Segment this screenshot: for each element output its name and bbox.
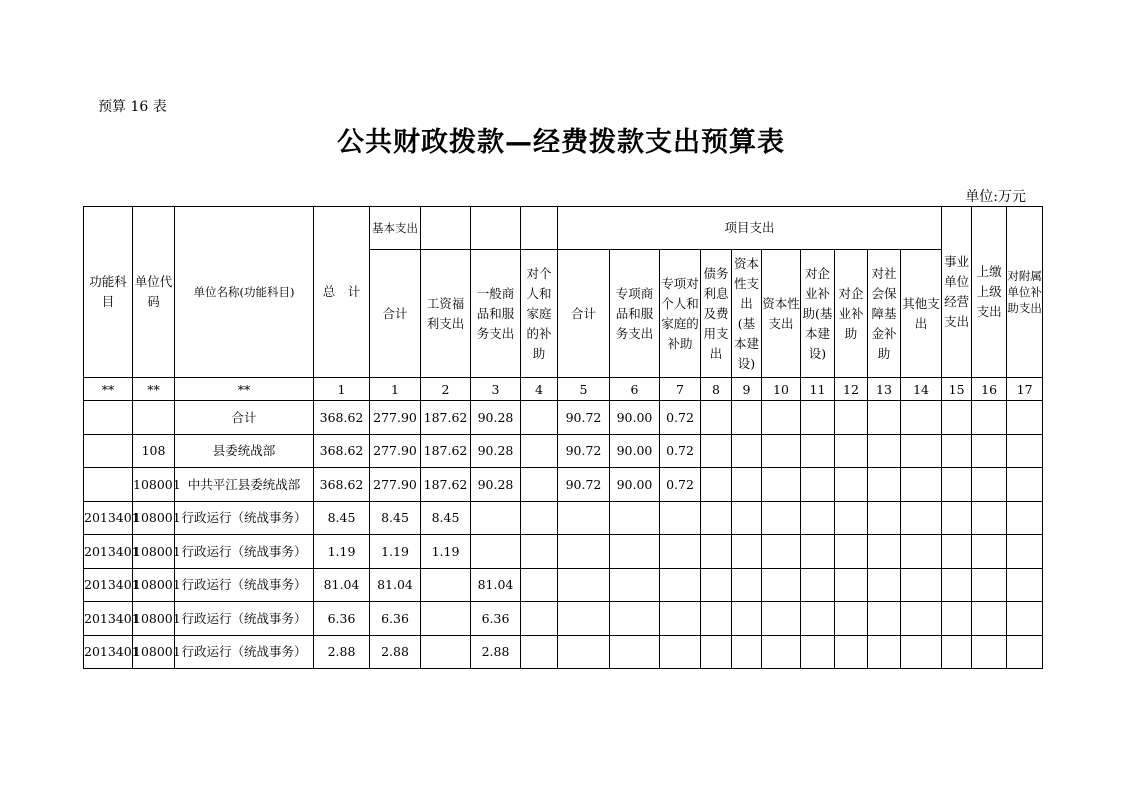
header-upper: 上缴上级支出 — [972, 207, 1007, 378]
amount-cell — [1007, 635, 1043, 669]
amount-cell — [701, 401, 732, 435]
amount-cell — [558, 535, 610, 569]
header-func-subject: 功能科目 — [84, 207, 133, 378]
header-enterprise-build: 对企业补助(基本建设) — [801, 250, 835, 378]
amount-cell — [660, 501, 701, 535]
amount-cell — [610, 602, 660, 636]
amount-cell — [972, 602, 1007, 636]
amount-cell: 2.88 — [314, 635, 370, 669]
amount-cell — [835, 468, 868, 502]
amount-cell — [762, 635, 801, 669]
amount-cell: 368.62 — [314, 434, 370, 468]
amount-cell — [901, 535, 942, 569]
amount-cell: 81.04 — [314, 568, 370, 602]
unit-name-cell: 中共平江县委统战部 — [175, 468, 314, 502]
amount-cell — [762, 568, 801, 602]
index-cell: 1 — [314, 378, 370, 401]
amount-cell — [701, 568, 732, 602]
unit-name-cell: 行政运行（统战事务） — [175, 635, 314, 669]
amount-cell — [835, 434, 868, 468]
index-cell: 1 — [370, 378, 421, 401]
amount-cell — [868, 434, 901, 468]
table-row — [84, 501, 1043, 535]
amount-cell — [942, 602, 972, 636]
amount-cell — [901, 501, 942, 535]
amount-cell — [942, 434, 972, 468]
header-family-subsidy: 对个人和家庭的补助 — [521, 250, 558, 378]
amount-cell — [1007, 568, 1043, 602]
unit-code-cell: 108001 — [133, 535, 175, 569]
amount-cell: 90.72 — [558, 434, 610, 468]
func-code-cell — [84, 468, 133, 502]
unit-name-cell: 合计 — [175, 401, 314, 435]
form-number: 预算 16 表 — [98, 99, 167, 115]
unit-name-cell: 行政运行（统战事务） — [175, 535, 314, 569]
header-goods: 一般商品和服务支出 — [471, 250, 521, 378]
header-capital-build: 资本性支出(基本建设) — [732, 250, 762, 378]
amount-cell: 187.62 — [421, 468, 471, 502]
amount-cell — [471, 501, 521, 535]
header-basic: 基本支出 — [370, 207, 421, 250]
header-special-goods: 专项商品和服务支出 — [610, 250, 660, 378]
table-row — [84, 401, 1043, 435]
amount-cell — [421, 602, 471, 636]
amount-cell — [801, 602, 835, 636]
amount-cell: 8.45 — [370, 501, 421, 535]
func-code-cell — [84, 401, 133, 435]
unit-code-cell: 108 — [133, 434, 175, 468]
amount-cell: 2.88 — [370, 635, 421, 669]
amount-cell: 6.36 — [471, 602, 521, 636]
index-cell: 6 — [610, 378, 660, 401]
unit-code-cell — [133, 401, 175, 435]
amount-cell — [762, 401, 801, 435]
amount-cell — [801, 501, 835, 535]
header-project: 项目支出 — [558, 207, 942, 250]
amount-cell — [801, 401, 835, 435]
page-title: 公共财政拨款—经费拨款支出预算表 — [337, 127, 785, 158]
amount-cell: 0.72 — [660, 468, 701, 502]
amount-cell — [901, 635, 942, 669]
amount-cell — [732, 468, 762, 502]
amount-cell — [835, 602, 868, 636]
amount-cell — [521, 468, 558, 502]
amount-cell: 90.28 — [471, 434, 521, 468]
index-cell: 8 — [701, 378, 732, 401]
func-code-cell: 2013401 — [84, 635, 133, 669]
amount-cell — [762, 602, 801, 636]
amount-cell: 1.19 — [314, 535, 370, 569]
amount-cell — [732, 434, 762, 468]
header-salary: 工资福利支出 — [421, 250, 471, 378]
amount-cell: 368.62 — [314, 468, 370, 502]
amount-cell — [610, 635, 660, 669]
amount-cell — [801, 635, 835, 669]
table-row — [84, 468, 1043, 502]
unit-name-cell: 行政运行（统战事务） — [175, 602, 314, 636]
amount-cell — [762, 434, 801, 468]
unit-label: 单位:万元 — [965, 189, 1026, 205]
header-blank-2 — [471, 207, 521, 250]
amount-cell — [942, 501, 972, 535]
amount-cell — [660, 635, 701, 669]
amount-cell: 187.62 — [421, 434, 471, 468]
index-cell: 17 — [1007, 378, 1043, 401]
unit-code-cell: 108001 — [133, 568, 175, 602]
index-cell: ** — [133, 378, 175, 401]
amount-cell — [521, 535, 558, 569]
amount-cell — [732, 635, 762, 669]
amount-cell — [610, 568, 660, 602]
amount-cell: 8.45 — [314, 501, 370, 535]
amount-cell — [942, 401, 972, 435]
index-cell: 12 — [835, 378, 868, 401]
amount-cell — [660, 602, 701, 636]
amount-cell — [868, 468, 901, 502]
amount-cell — [701, 434, 732, 468]
amount-cell — [835, 401, 868, 435]
amount-cell — [1007, 535, 1043, 569]
index-row — [84, 378, 1043, 401]
amount-cell — [942, 635, 972, 669]
unit-code-cell: 108001 — [133, 602, 175, 636]
amount-cell: 90.00 — [610, 401, 660, 435]
header-affiliate: 对附属单位补助支出 — [1007, 207, 1043, 378]
table-row — [84, 434, 1043, 468]
header-debt: 债务利息及费用支出 — [701, 250, 732, 378]
amount-cell: 277.90 — [370, 434, 421, 468]
amount-cell — [801, 568, 835, 602]
index-cell: 13 — [868, 378, 901, 401]
amount-cell — [1007, 434, 1043, 468]
amount-cell: 90.28 — [471, 468, 521, 502]
amount-cell — [762, 468, 801, 502]
amount-cell: 277.90 — [370, 401, 421, 435]
amount-cell — [558, 602, 610, 636]
index-cell: 4 — [521, 378, 558, 401]
header-blank-1 — [421, 207, 471, 250]
amount-cell — [801, 468, 835, 502]
header-project-total: 合计 — [558, 250, 610, 378]
amount-cell — [901, 602, 942, 636]
index-cell: 2 — [421, 378, 471, 401]
amount-cell: 187.62 — [421, 401, 471, 435]
amount-cell — [701, 535, 732, 569]
index-cell: 11 — [801, 378, 835, 401]
amount-cell — [732, 535, 762, 569]
amount-cell — [868, 401, 901, 435]
unit-name-cell: 行政运行（统战事务） — [175, 501, 314, 535]
amount-cell — [558, 501, 610, 535]
amount-cell: 81.04 — [471, 568, 521, 602]
amount-cell: 90.72 — [558, 468, 610, 502]
header-special-family: 专项对个人和家庭的补助 — [660, 250, 701, 378]
amount-cell — [521, 401, 558, 435]
amount-cell — [972, 468, 1007, 502]
amount-cell: 368.62 — [314, 401, 370, 435]
amount-cell — [801, 434, 835, 468]
amount-cell — [732, 401, 762, 435]
table-row — [84, 568, 1043, 602]
amount-cell — [868, 602, 901, 636]
amount-cell — [701, 635, 732, 669]
amount-cell — [762, 501, 801, 535]
amount-cell — [1007, 602, 1043, 636]
amount-cell — [801, 535, 835, 569]
amount-cell — [521, 568, 558, 602]
unit-name-cell: 县委统战部 — [175, 434, 314, 468]
amount-cell — [972, 568, 1007, 602]
amount-cell — [521, 635, 558, 669]
amount-cell — [835, 568, 868, 602]
amount-cell: 8.45 — [421, 501, 471, 535]
amount-cell — [972, 401, 1007, 435]
amount-cell: 90.00 — [610, 468, 660, 502]
amount-cell: 1.19 — [421, 535, 471, 569]
amount-cell: 90.72 — [558, 401, 610, 435]
index-cell: 3 — [471, 378, 521, 401]
header-social: 对社会保障基金补助 — [868, 250, 901, 378]
amount-cell — [868, 568, 901, 602]
index-cell: 14 — [901, 378, 942, 401]
amount-cell — [701, 501, 732, 535]
amount-cell — [1007, 501, 1043, 535]
amount-cell — [471, 535, 521, 569]
amount-cell — [868, 635, 901, 669]
amount-cell — [901, 568, 942, 602]
amount-cell — [660, 568, 701, 602]
amount-cell — [972, 501, 1007, 535]
amount-cell — [972, 635, 1007, 669]
amount-cell: 90.00 — [610, 434, 660, 468]
amount-cell — [835, 635, 868, 669]
amount-cell — [558, 635, 610, 669]
header-operating: 事业单位经营支出 — [942, 207, 972, 378]
amount-cell: 0.72 — [660, 401, 701, 435]
header-other: 其他支出 — [901, 250, 942, 378]
header-total: 总 计 — [314, 207, 370, 378]
header-unit-code: 单位代码 — [133, 207, 175, 378]
amount-cell — [521, 434, 558, 468]
amount-cell: 81.04 — [370, 568, 421, 602]
amount-cell — [901, 434, 942, 468]
func-code-cell: 2013401 — [84, 501, 133, 535]
amount-cell: 1.19 — [370, 535, 421, 569]
table-body — [84, 401, 1043, 669]
header-enterprise: 对企业补助 — [835, 250, 868, 378]
amount-cell — [521, 501, 558, 535]
amount-cell — [732, 568, 762, 602]
amount-cell — [701, 602, 732, 636]
func-code-cell: 2013401 — [84, 535, 133, 569]
amount-cell — [660, 535, 701, 569]
amount-cell: 2.88 — [471, 635, 521, 669]
unit-code-cell: 108001 — [133, 468, 175, 502]
amount-cell — [558, 568, 610, 602]
index-cell: 15 — [942, 378, 972, 401]
amount-cell — [835, 501, 868, 535]
amount-cell — [972, 434, 1007, 468]
amount-cell — [868, 501, 901, 535]
amount-cell — [901, 468, 942, 502]
amount-cell — [701, 468, 732, 502]
amount-cell — [901, 401, 942, 435]
header-blank-3 — [521, 207, 558, 250]
header-capital: 资本性支出 — [762, 250, 801, 378]
amount-cell — [1007, 401, 1043, 435]
amount-cell — [732, 501, 762, 535]
header-unit-name: 单位名称(功能科目) — [175, 207, 314, 378]
amount-cell — [942, 468, 972, 502]
amount-cell: 277.90 — [370, 468, 421, 502]
table-row — [84, 535, 1043, 569]
amount-cell — [1007, 468, 1043, 502]
amount-cell — [521, 602, 558, 636]
amount-cell: 6.36 — [370, 602, 421, 636]
amount-cell — [835, 535, 868, 569]
func-code-cell: 2013401 — [84, 602, 133, 636]
unit-code-cell: 108001 — [133, 501, 175, 535]
amount-cell: 0.72 — [660, 434, 701, 468]
func-code-cell: 2013401 — [84, 568, 133, 602]
index-cell: ** — [175, 378, 314, 401]
amount-cell: 90.28 — [471, 401, 521, 435]
amount-cell — [762, 535, 801, 569]
amount-cell — [868, 535, 901, 569]
index-cell: 16 — [972, 378, 1007, 401]
amount-cell — [610, 535, 660, 569]
amount-cell: 6.36 — [314, 602, 370, 636]
func-code-cell — [84, 434, 133, 468]
amount-cell — [942, 535, 972, 569]
table-row — [84, 602, 1043, 636]
header-basic-total: 合计 — [370, 250, 421, 378]
index-cell: 10 — [762, 378, 801, 401]
unit-name-cell: 行政运行（统战事务） — [175, 568, 314, 602]
index-cell: 5 — [558, 378, 610, 401]
amount-cell — [421, 635, 471, 669]
amount-cell — [421, 568, 471, 602]
budget-table — [83, 206, 1043, 669]
index-cell: 9 — [732, 378, 762, 401]
amount-cell — [972, 535, 1007, 569]
table-row — [84, 635, 1043, 669]
index-cell: ** — [84, 378, 133, 401]
unit-code-cell: 108001 — [133, 635, 175, 669]
index-cell: 7 — [660, 378, 701, 401]
amount-cell — [732, 602, 762, 636]
amount-cell — [610, 501, 660, 535]
amount-cell — [942, 568, 972, 602]
